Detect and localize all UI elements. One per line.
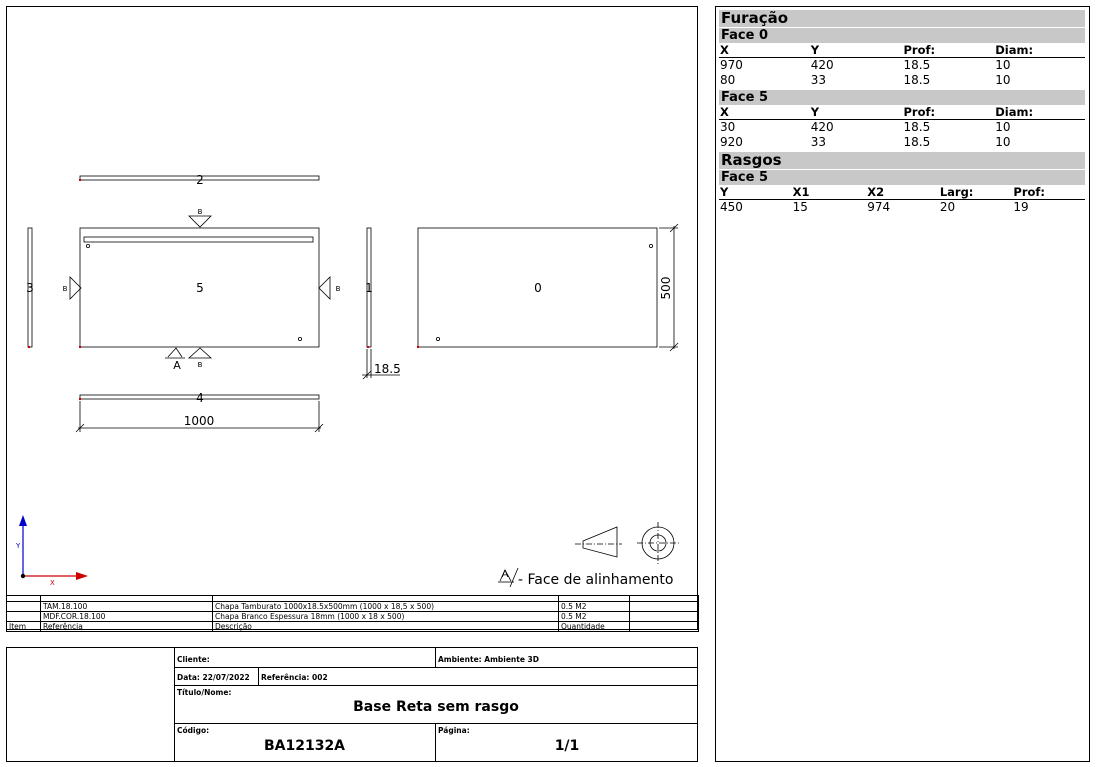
drawing-title: Base Reta sem rasgo — [353, 699, 519, 715]
projection-symbol-circle — [642, 527, 674, 559]
grooves-title: Rasgos — [719, 152, 1085, 169]
part-desc: Chapa Branco Espessura 18mm (1000 x 18 x 500) — [213, 612, 559, 622]
page-label: Página: — [438, 726, 470, 735]
title-label: Título/Nome: — [177, 688, 232, 697]
parts-row — [7, 612, 699, 622]
view-label-top: B — [197, 208, 203, 216]
hole-row: 970 420 18.5 10 — [720, 58, 1011, 72]
axis-label-y: Y — [16, 542, 21, 550]
label-edge-4: 4 — [196, 391, 204, 405]
dimension-height: 500 — [659, 276, 673, 300]
header-desc: Descrição — [213, 622, 559, 632]
hole-row: 80 33 18.5 10 — [720, 73, 1011, 87]
align-marker-a — [168, 348, 182, 357]
header-ref: Referência — [41, 622, 213, 632]
parts-list — [6, 595, 699, 632]
holes-title: Furação — [719, 10, 1085, 27]
groove-row: 450 15 974 20 19 — [720, 200, 1029, 214]
legend-symbol-a: A — [501, 569, 509, 580]
part-item — [7, 602, 41, 612]
label-face-5: 5 — [196, 281, 204, 295]
view-marker-right — [319, 277, 330, 299]
part-desc: Chapa Tamburato 1000x18.5x500mm (1000 x 18,5 x 500) — [213, 602, 559, 612]
face-0-label: Face 0 — [719, 28, 1085, 43]
groove-face-label: Face 5 — [719, 170, 1085, 185]
legend-alignment-text: - Face de alinhamento — [518, 572, 674, 588]
code-label: Código: — [177, 726, 210, 735]
face-5-label: Face 5 — [719, 90, 1085, 105]
dimension-thickness: 18.5 — [374, 362, 401, 376]
label-edge-1: 1 — [365, 281, 373, 295]
date-value: Data: 22/07/2022 — [177, 673, 250, 682]
view-marker-top — [189, 216, 211, 227]
hole — [649, 244, 652, 247]
label-face-0: 0 — [534, 281, 542, 295]
view-label-left: B — [62, 285, 68, 293]
client-label: Cliente: — [177, 655, 210, 664]
view-label-right: B — [335, 285, 341, 293]
hole — [436, 337, 439, 340]
view-marker-bottom — [189, 348, 211, 358]
holes-header-row: X Y Prof: Diam: — [719, 43, 1085, 58]
part-qty: 0.5 M2 — [559, 612, 630, 622]
part-ref: TAM.18.100 — [41, 602, 213, 612]
technical-drawing — [0, 0, 700, 600]
ambient-value: Ambiente: Ambiente 3D — [438, 655, 539, 664]
header-item: Item — [7, 622, 41, 632]
parts-header — [7, 622, 699, 632]
groove — [84, 237, 313, 242]
holes-section — [719, 10, 1085, 215]
dimension-width: 1000 — [183, 414, 215, 428]
projection-symbol-cone — [583, 527, 617, 557]
part-ref: MDF.COR.18.100 — [41, 612, 213, 622]
align-label-a: A — [173, 359, 181, 372]
grooves-header-row: Y X1 X2 Larg: Prof: — [719, 185, 1085, 200]
origin-markers — [28, 179, 419, 400]
parts-row — [7, 602, 699, 612]
axis-indicator — [19, 515, 88, 580]
code-value: BA12132A — [263, 738, 346, 754]
axis-label-x: X — [50, 579, 55, 587]
hole-row: 920 33 18.5 10 — [720, 135, 1011, 149]
label-edge-3: 3 — [26, 281, 34, 295]
view-label-bottom: B — [197, 361, 203, 369]
hole-row: 30 420 18.5 10 — [720, 120, 1011, 134]
part-qty: 0.5 M2 — [559, 602, 630, 612]
holes-header-row: X Y Prof: Diam: — [719, 105, 1085, 120]
hole — [86, 244, 89, 247]
label-edge-2: 2 — [196, 173, 204, 187]
hole — [298, 337, 301, 340]
header-qty: Quantidade — [559, 622, 630, 632]
page-value: 1/1 — [554, 738, 580, 754]
reference-value: Referência: 002 — [261, 673, 328, 682]
part-item — [7, 612, 41, 622]
view-marker-left — [70, 277, 81, 299]
